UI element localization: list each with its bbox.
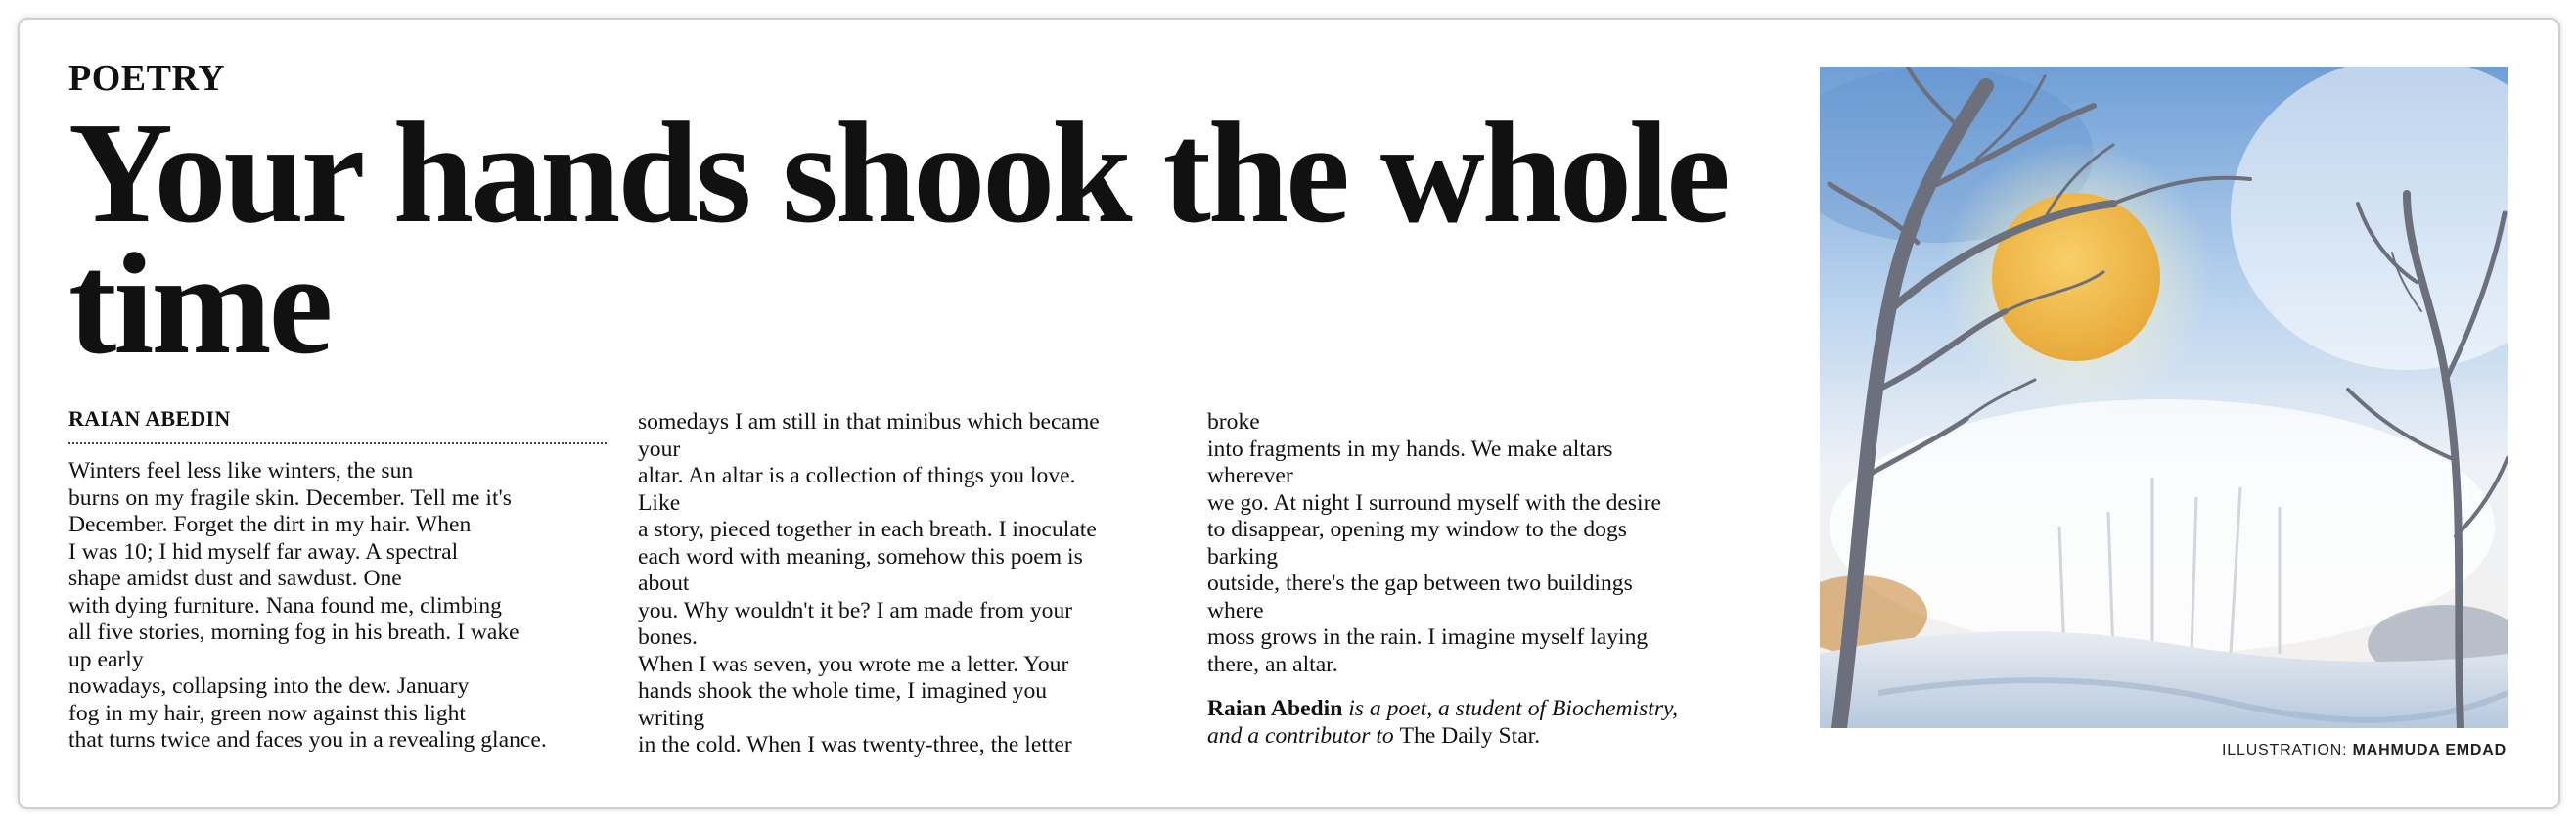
poem-line: Winters feel less like winters, the sun: [68, 458, 414, 483]
poem-line: nowadays, collapsing into the dew. January: [68, 673, 470, 699]
poem-line: each word with meaning, somehow this poem is: [638, 543, 1083, 570]
poem-line: we go. At night I surround myself with the desire: [1207, 489, 1661, 516]
illustration-artist: MAHMUDA EMDAD: [2352, 742, 2507, 758]
poem-line: Like: [638, 489, 681, 516]
poem-line: with dying furniture. Nana found me, climbing: [68, 592, 502, 619]
sun: [1992, 193, 2160, 361]
poem-line: hands shook the whole time, I imagined you: [638, 678, 1048, 704]
poem-line: fog in my hair, green now against this light: [68, 700, 466, 726]
poem-line: up early: [68, 646, 144, 672]
poem-line: into fragments in my hands. We make altars: [1207, 436, 1613, 462]
poem-line: in the cold. When I was twenty-three, the letter: [638, 732, 1072, 758]
poem-line: all five stories, morning fog in his breath. I wake: [68, 620, 520, 645]
section-label: POETRY: [68, 58, 226, 99]
poem-line: a story, pieced together in each breath. I inoculate: [638, 517, 1097, 542]
poem-line: somedays I am still in that minibus which became: [638, 409, 1100, 435]
poem-line: to disappear, opening my window to the dogs: [1207, 517, 1627, 542]
poem-line: moss grows in the rain. I imagine myself laying: [1207, 624, 1649, 650]
poem-line: altar. An altar is a collection of things you love.: [638, 463, 1076, 488]
author-bio-text: is a poet, a student of Biochemistry,: [1342, 696, 1679, 721]
poem-column-3: [1207, 409, 1747, 750]
author-name: Raian Abedin: [1207, 696, 1343, 721]
poem-line: burns on my fragile skin. December. Tell me it's: [68, 484, 512, 511]
byline-divider: [68, 442, 607, 444]
newspaper-name: The Daily Star.: [1399, 722, 1541, 749]
byline: RAIAN ABEDIN: [68, 406, 231, 431]
poem-column-1: [68, 458, 616, 755]
poem-column-2: [638, 409, 1178, 759]
illustration-credit: [2192, 742, 2507, 759]
winter-sun-illustration: [1820, 67, 2508, 728]
poem-line: you. Why wouldn't it be? I am made from your: [638, 597, 1073, 623]
author-bio: [1207, 696, 1747, 750]
poem-line: that turns twice and faces you in a revealing glance.: [68, 727, 547, 753]
poem-line: shape amidst dust and sawdust. One: [68, 566, 402, 591]
poem-line: your: [638, 436, 681, 462]
poem-line: broke: [1207, 409, 1260, 435]
illustration-credit-label: ILLUSTRATION:: [2222, 742, 2353, 758]
poem-line: wherever: [1207, 463, 1293, 488]
headline: Your hands shook the whole time: [68, 93, 1728, 385]
poem-line: I was 10; I hid myself far away. A spectral: [68, 538, 459, 565]
poem-line: there, an altar.: [1207, 651, 1338, 677]
poem-line: bones.: [638, 624, 698, 650]
poem-line: December. Forget the dirt in my hair. When: [68, 512, 472, 537]
poem-line: writing: [638, 705, 705, 731]
poem-line: outside, there's the gap between two buildings: [1207, 571, 1633, 596]
poem-line: where: [1207, 597, 1264, 623]
poem-line: barking: [1207, 543, 1279, 570]
poem-line: When I was seven, you wrote me a letter. Your: [638, 651, 1069, 677]
author-bio-text-2: and a contributor to: [1207, 722, 1400, 749]
poem-line: about: [638, 571, 690, 596]
